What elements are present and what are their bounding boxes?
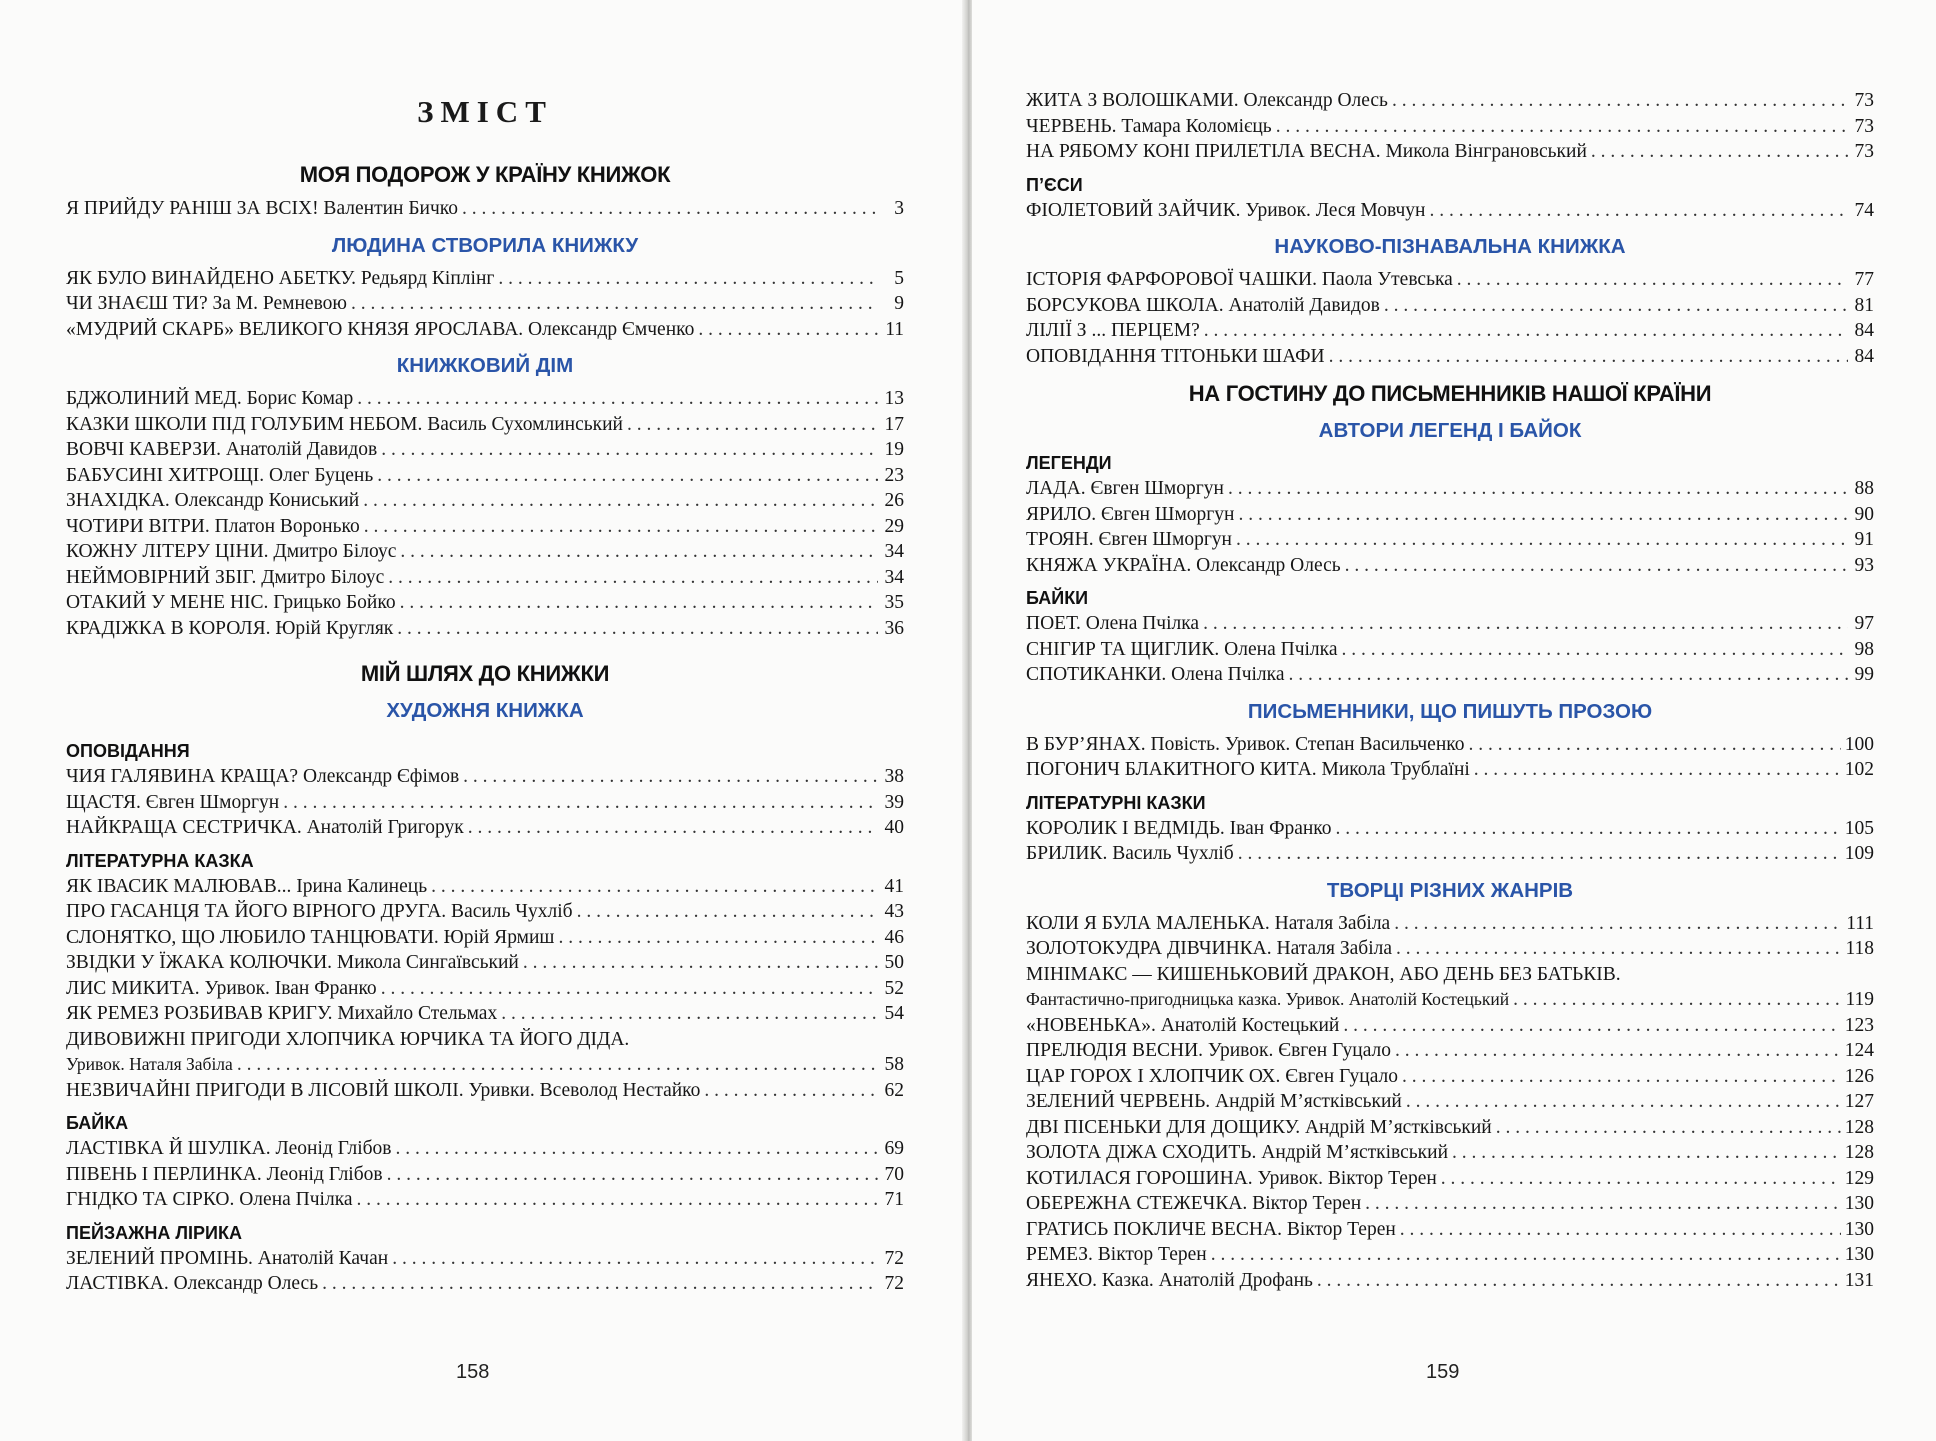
subsection-heading: НАУКОВО-ПІЗНАВАЛЬНА КНИЖКА — [1274, 235, 1626, 258]
dot-leader — [704, 1078, 878, 1104]
toc-list — [66, 1136, 904, 1213]
dot-leader — [381, 437, 878, 463]
toc-entry-title: НЕЙМОВІРНИЙ ЗБІГ. Дмитро Білоус — [66, 566, 385, 588]
dot-leader — [1329, 344, 1848, 370]
toc-entry-page: 5 — [894, 267, 904, 289]
toc-entry-page: 72 — [884, 1247, 904, 1269]
dot-leader — [1452, 1140, 1841, 1166]
toc-entry — [66, 514, 904, 540]
toc-entry-page: 71 — [884, 1189, 904, 1210]
toc-list — [1026, 732, 1874, 783]
toc-entry — [66, 437, 904, 463]
toc-entry-title: ЯНЕХО. Казка. Анатолій Дрофань — [1026, 1269, 1313, 1291]
toc-entry — [66, 874, 904, 900]
toc-entry-title: ЧОТИРИ ВІТРИ. Платон Воронько — [66, 515, 360, 537]
toc-entry-title: ОПОВІДАННЯ ТІТОНЬКИ ШАФИ — [1026, 345, 1325, 367]
dot-leader — [397, 616, 878, 642]
section-heading: НА ГОСТИНУ ДО ПИСЬМЕННИКІВ НАШОЇ КРАЇНИ — [1188, 381, 1712, 406]
toc-entry-page: 119 — [1845, 989, 1874, 1010]
toc-entry-title: Я ПРИЙДУ РАНІШ ЗА ВСІХ! Валентин Бичко — [66, 198, 459, 219]
toc-entry — [1026, 198, 1874, 224]
toc-entry — [66, 1001, 904, 1027]
dot-leader — [1396, 936, 1841, 962]
toc-entry — [1026, 1217, 1874, 1243]
toc-entry-title: ПОГОНИЧ БЛАКИТНОГО КИТА. Микола Трублаїні — [1026, 759, 1470, 780]
toc-entry — [66, 196, 904, 222]
toc-entry-title: ЗОЛОТА ДІЖА СХОДИТЬ. Андрій М’ястківський — [1026, 1142, 1449, 1163]
toc-list — [1026, 476, 1874, 578]
dot-leader — [468, 815, 878, 841]
dot-leader — [1402, 1064, 1841, 1090]
toc-entry — [1026, 611, 1874, 637]
dot-leader — [396, 1136, 879, 1162]
toc-entry-title: БДЖОЛИНИЙ МЕД. Борис Комар — [66, 388, 354, 409]
toc-entry-title: БРИЛИК. Василь Чухліб — [1026, 843, 1234, 864]
dot-leader — [392, 1246, 878, 1272]
toc-entry — [66, 539, 904, 565]
dot-leader — [1441, 1166, 1841, 1192]
toc-entry-title: ДВІ ПІСЕНЬКИ ДЛЯ ДОЩИКУ. Андрій М’ястківський — [1026, 1116, 1492, 1138]
toc-list — [66, 196, 904, 222]
right-page-content — [1026, 88, 1874, 1293]
toc-entry-page: 58 — [884, 1054, 904, 1075]
dot-leader — [363, 488, 878, 514]
toc-entry-page: 46 — [884, 926, 904, 948]
toc-entry-page: 84 — [1854, 345, 1874, 367]
toc-list — [66, 266, 904, 343]
dot-leader — [1203, 611, 1848, 637]
toc-entry — [66, 1078, 904, 1104]
dot-leader — [364, 514, 878, 540]
toc-entry-page: 11 — [885, 318, 904, 340]
genre-label: БАЙКИ — [1026, 588, 1089, 608]
subsection-heading: КНИЖКОВИЙ ДІМ — [396, 354, 574, 377]
toc-entry — [1026, 637, 1874, 663]
toc-entry — [66, 266, 904, 292]
toc-entry-title: ЗВІДКИ У ЇЖАКА КОЛЮЧКИ. Микола Сингаївський — [66, 952, 519, 973]
dot-leader — [1395, 1038, 1841, 1064]
dot-leader — [1238, 502, 1848, 528]
toc-entry — [66, 412, 904, 438]
genre-label: ЛІТЕРАТУРНІ КАЗКИ — [1026, 792, 1206, 813]
toc-entry — [1026, 1242, 1874, 1268]
toc-entry-title: КОЖНУ ЛІТЕРУ ЦІНИ. Дмитро Білоус — [66, 541, 397, 562]
toc-entry-title: КНЯЖА УКРАЇНА. Олександр Олесь — [1026, 554, 1341, 576]
genre-label: БАЙКА — [66, 1113, 129, 1133]
dot-leader — [1457, 267, 1848, 293]
toc-entry-title: ІСТОРІЯ ФАРФОРОВОЇ ЧАШКИ. Паола Утевська — [1026, 269, 1453, 290]
toc-entry-title: ВОВЧІ КАВЕРЗИ. Анатолій Давидов — [66, 439, 378, 460]
toc-entry-page: 88 — [1854, 478, 1874, 499]
toc-entry-page: 38 — [884, 766, 904, 787]
toc-entry-page: 43 — [884, 901, 904, 922]
toc-entry-title: Уривок. Наталя Забіла — [66, 1054, 233, 1074]
toc-entry-page: 130 — [1844, 1218, 1874, 1240]
dot-leader — [400, 590, 878, 616]
toc-entry-page: 36 — [884, 617, 904, 639]
dot-leader — [388, 565, 878, 591]
toc-entry-page: 128 — [1844, 1142, 1874, 1163]
toc-entry — [66, 386, 904, 412]
dot-leader — [377, 463, 878, 489]
toc-entry-title: ЧИ ЗНАЄШ ТИ? За М. Ремневою — [66, 293, 347, 314]
toc-entry — [66, 1246, 904, 1272]
toc-entry-title: ПРО ГАСАНЦЯ ТА ЙОГО ВІРНОГО ДРУГА. Василь Чухліб — [66, 901, 573, 922]
dot-leader — [462, 196, 878, 222]
toc-entry — [66, 815, 904, 841]
toc-entry — [1026, 1140, 1874, 1166]
toc-entry-page: 3 — [894, 198, 904, 219]
toc-entry-title: ЯК РЕМЕЗ РОЗБИВАВ КРИГУ. Михайло Стельмах — [66, 1003, 498, 1024]
subsection-heading: ПИСЬМЕННИКИ, ЩО ПИШУТЬ ПРОЗОЮ — [1247, 699, 1653, 723]
dot-leader — [1345, 553, 1848, 579]
toc-entry-page: 62 — [884, 1079, 904, 1101]
toc-entry — [1026, 476, 1874, 502]
toc-entry-page: 98 — [1854, 638, 1874, 660]
dot-leader — [387, 1162, 878, 1188]
toc-entry-title: ОБЕРЕЖНА СТЕЖЕЧКА. Віктор Терен — [1026, 1193, 1362, 1214]
toc-entry-page: 19 — [884, 439, 904, 460]
toc-entry — [1026, 293, 1874, 319]
toc-entry — [1026, 936, 1874, 962]
toc-entry-page: 97 — [1854, 613, 1874, 634]
toc-entry — [1026, 1038, 1874, 1064]
toc-entry — [1026, 114, 1874, 140]
toc-entry — [1026, 816, 1874, 842]
toc-entry-title: ГРАТИСЬ ПОКЛИЧЕ ВЕСНА. Віктор Терен — [1026, 1218, 1396, 1240]
toc-list — [66, 1246, 904, 1297]
dot-leader — [1513, 987, 1841, 1013]
dot-leader — [1228, 476, 1848, 502]
toc-entry — [66, 1136, 904, 1162]
toc-entry-page: 129 — [1844, 1167, 1874, 1189]
dot-leader — [1343, 1013, 1840, 1039]
right-page — [972, 0, 1936, 1441]
toc-entry-page: 73 — [1854, 90, 1874, 111]
toc-entry — [66, 950, 904, 976]
toc-entry-title: СНІГИР ТА ЩИГЛИК. Олена Пчілка — [1026, 638, 1338, 660]
dot-leader — [1394, 911, 1842, 937]
toc-entry-page: 102 — [1844, 759, 1874, 780]
toc-entry — [1026, 139, 1874, 165]
toc-entry-title: КОЛИ Я БУЛА МАЛЕНЬКА. Наталя Забіла — [1026, 912, 1391, 934]
toc-entry — [66, 925, 904, 951]
dot-leader — [1591, 139, 1848, 165]
toc-entry — [1026, 662, 1874, 688]
toc-entry-title: КРАДІЖКА В КОРОЛЯ. Юрій Кругляк — [66, 617, 394, 639]
toc-entry-page: 91 — [1854, 529, 1874, 550]
toc-entry-page: 131 — [1844, 1269, 1874, 1291]
dot-leader — [1496, 1115, 1841, 1141]
toc-entry — [1026, 1191, 1874, 1217]
toc-entry-page: 126 — [1844, 1065, 1874, 1087]
dot-leader — [1392, 88, 1848, 114]
toc-entry-page: 34 — [884, 566, 904, 588]
toc-entry-page: 54 — [884, 1003, 904, 1024]
page-number: 159 — [1426, 1361, 1460, 1383]
toc-entry-title: ЯК БУЛО ВИНАЙДЕНО АБЕТКУ. Редьярд Кіплінг — [66, 267, 495, 289]
toc-entry-title: «МУДРИЙ СКАРБ» ВЕЛИКОГО КНЯЗЯ ЯРОСЛАВА. Олександр Ємченко — [66, 318, 695, 340]
toc-entry — [66, 317, 904, 343]
toc-entry-page: 73 — [1854, 141, 1874, 162]
toc-entry-page: 90 — [1854, 503, 1874, 525]
toc-entry-title: ЛАДА. Євген Шморгун — [1026, 478, 1224, 499]
toc-entry-title: ПІВЕНЬ І ПЕРЛИНКА. Леонід Глібов — [66, 1163, 383, 1185]
toc-list — [1026, 88, 1874, 165]
dot-leader — [322, 1271, 878, 1297]
toc-entry-page: 130 — [1844, 1244, 1874, 1265]
toc-entry-title: ЗЕЛЕНИЙ ЧЕРВЕНЬ. Андрій М’ястківський — [1026, 1091, 1402, 1112]
toc-entry-title: СЛОНЯТКО, ЩО ЛЮБИЛО ТАНЦЮВАТИ. Юрій Ярмиш — [66, 926, 555, 948]
toc-entry-title: ЛІЛІЇ З ... ПЕРЦЕМ? — [1026, 320, 1200, 341]
toc-entry-page: 17 — [884, 413, 904, 435]
toc-entry — [1026, 344, 1874, 370]
toc-entry — [1026, 1166, 1874, 1192]
toc-entry-title: ПОЕТ. Олена Пчілка — [1026, 613, 1200, 634]
toc-entry-title: БОРСУКОВА ШКОЛА. Анатолій Давидов — [1026, 294, 1380, 316]
toc-entry — [1026, 1268, 1874, 1294]
toc-entry-title: ЛИС МИКИТА. Уривок. Іван Франко — [66, 977, 377, 999]
toc-entry — [66, 1187, 904, 1213]
toc-entry-page: 23 — [884, 464, 904, 486]
toc-entry-title: ЗНАХІДКА. Олександр Кониський — [66, 490, 360, 511]
toc-entry — [66, 616, 904, 642]
dot-leader — [627, 412, 878, 438]
toc-entry — [1026, 527, 1874, 553]
left-page — [0, 0, 964, 1441]
toc-entry — [1026, 732, 1874, 758]
subsection-heading: АВТОРИ ЛЕГЕНД І БАЙОК — [1318, 419, 1582, 442]
toc-entry — [1026, 841, 1874, 867]
toc-entry-page: 35 — [884, 592, 904, 613]
toc-entry-title: ЖИТА З ВОЛОШКАМИ. Олександр Олесь — [1026, 90, 1388, 111]
dot-leader — [498, 266, 878, 292]
toc-entry-title: ТРОЯН. Євген Шморгун — [1026, 529, 1232, 550]
toc-list — [1026, 198, 1874, 224]
dot-leader — [1276, 114, 1848, 140]
toc-entry-page: 124 — [1844, 1040, 1874, 1061]
toc-entry-page: 73 — [1854, 115, 1874, 137]
toc-list — [1026, 611, 1874, 688]
toc-entry-title: ЛАСТІВКА Й ШУЛІКА. Леонід Глібов — [66, 1138, 392, 1159]
toc-entry — [1026, 911, 1874, 937]
toc-entry-page: 77 — [1854, 269, 1874, 290]
dot-leader — [558, 925, 878, 951]
toc-entry-title-line: МІНІМАКС — КИШЕНЬКОВИЙ ДРАКОН, АБО ДЕНЬ БЕЗ БАТЬКІВ. — [1026, 963, 1621, 985]
toc-entry-page: 93 — [1854, 554, 1874, 576]
toc-entry — [1026, 267, 1874, 293]
dot-leader — [1469, 732, 1841, 758]
toc-list — [1026, 816, 1874, 867]
toc-entry — [1026, 1064, 1874, 1090]
toc-entry — [66, 565, 904, 591]
dot-leader — [351, 291, 878, 317]
dot-leader — [501, 1001, 878, 1027]
dot-leader — [357, 1187, 878, 1213]
toc-entry-title: ЧЕРВЕНЬ. Тамара Коломієць — [1026, 115, 1272, 137]
toc-entry-page: 9 — [894, 293, 904, 314]
dot-leader — [431, 874, 878, 900]
toc-entry-title: ГНІДКО ТА СІРКО. Олена Пчілка — [66, 1189, 353, 1210]
genre-label: ЛЕГЕНДИ — [1026, 453, 1112, 473]
section-heading: МОЯ ПОДОРОЖ У КРАЇНУ КНИЖОК — [299, 162, 671, 187]
toc-entry-page: 111 — [1846, 912, 1874, 934]
dot-leader — [1342, 637, 1849, 663]
toc-list — [1026, 1013, 1874, 1294]
toc-entry-page: 109 — [1844, 843, 1874, 864]
toc-entry-page: 34 — [884, 541, 904, 562]
toc-entry-page: 100 — [1844, 733, 1874, 755]
toc-entry-page: 52 — [884, 977, 904, 999]
dot-leader — [1317, 1268, 1841, 1294]
toc-entry-title: ЦАР ГОРОХ І ХЛОПЧИК ОХ. Євген Гуцало — [1026, 1065, 1399, 1087]
dot-leader — [1474, 757, 1841, 783]
toc-entry-page: 50 — [884, 952, 904, 973]
toc-entry — [66, 899, 904, 925]
toc-entry-title: НЕЗВИЧАЙНІ ПРИГОДИ В ЛІСОВІЙ ШКОЛІ. Уривки. Всеволод Нестайко — [66, 1079, 701, 1101]
toc-entry — [1026, 553, 1874, 579]
toc-entry-page: 128 — [1844, 1116, 1874, 1138]
toc-entry-title: ФІОЛЕТОВИЙ ЗАЙЧИК. Уривок. Леся Мовчун — [1026, 199, 1426, 221]
toc-entry-page: 99 — [1854, 664, 1874, 685]
dot-leader — [1406, 1089, 1841, 1115]
toc-entry-page: 105 — [1844, 817, 1874, 839]
toc-entry-page: 26 — [884, 490, 904, 511]
genre-label: ПЕЙЗАЖНА ЛІРИКА — [66, 1222, 242, 1243]
subsection-heading: ЛЮДИНА СТВОРИЛА КНИЖКУ — [331, 233, 639, 257]
toc-list — [66, 386, 904, 641]
toc-entry-page: 84 — [1854, 320, 1874, 341]
toc-entry-title: ЗОЛОТОКУДРА ДІВЧИНКА. Наталя Забіла — [1026, 938, 1393, 959]
toc-entry-page: 13 — [884, 388, 904, 409]
toc-title: ЗМІСТ — [417, 94, 553, 129]
dot-leader — [1288, 662, 1848, 688]
dot-leader — [1384, 293, 1848, 319]
toc-entry-title: КАЗКИ ШКОЛИ ПІД ГОЛУБИМ НЕБОМ. Василь Сухомлинський — [66, 413, 623, 435]
toc-entry-title: НА РЯБОМУ КОНІ ПРИЛЕТІЛА ВЕСНА. Микола Вінграновський — [1026, 141, 1587, 162]
genre-label: П’ЄСИ — [1026, 174, 1083, 195]
toc-entry — [66, 463, 904, 489]
toc-entry-title: ЩАСТЯ. Євген Шморгун — [66, 791, 280, 813]
toc-entry-title: НАЙКРАЩА СЕСТРИЧКА. Анатолій Григорук — [66, 817, 464, 838]
dot-leader — [1211, 1242, 1841, 1268]
toc-entry — [1026, 1115, 1874, 1141]
dot-leader — [381, 976, 878, 1002]
dot-leader — [237, 1052, 878, 1078]
dot-leader — [577, 899, 878, 925]
dot-leader — [463, 764, 878, 790]
toc-entry-page: 29 — [884, 515, 904, 537]
toc-entry — [66, 1271, 904, 1297]
toc-entry-page: 127 — [1844, 1091, 1874, 1112]
toc-entry-page: 41 — [884, 875, 904, 897]
toc-entry-page: 69 — [884, 1138, 904, 1159]
toc-entry — [66, 1052, 904, 1078]
dot-leader — [1365, 1191, 1841, 1217]
dot-leader — [1204, 318, 1848, 344]
toc-entry-page: 70 — [884, 1163, 904, 1185]
toc-entry — [1026, 1089, 1874, 1115]
toc-entry-title: БАБУСИНІ ХИТРОЩІ. Олег Буцень — [66, 464, 374, 486]
toc-entry-title: ОТАКИЙ У МЕНЕ НІС. Грицько Бойко — [66, 592, 396, 613]
toc-entry — [1026, 88, 1874, 114]
dot-leader — [1236, 527, 1848, 553]
toc-entry-title: КОТИЛАСЯ ГОРОШИНА. Уривок. Віктор Терен — [1026, 1167, 1437, 1189]
subsection-heading: ТВОРЦІ РІЗНИХ ЖАНРІВ — [1326, 878, 1574, 902]
toc-entry — [1026, 502, 1874, 528]
toc-entry-title: В БУР’ЯНАХ. Повість. Уривок. Степан Васильченко — [1026, 733, 1465, 755]
toc-entry-title: СПОТИКАНКИ. Олена Пчілка — [1026, 664, 1285, 685]
toc-entry-page: 123 — [1844, 1014, 1874, 1036]
dot-leader — [1336, 816, 1841, 842]
toc-entry-title-line: ДИВОВИЖНІ ПРИГОДИ ХЛОПЧИКА ЮРЧИКА ТА ЙОГО ДІДА. — [66, 1028, 630, 1050]
toc-entry-title: ЗЕЛЕНИЙ ПРОМІНЬ. Анатолій Качан — [66, 1247, 389, 1269]
dot-leader — [1238, 841, 1841, 867]
toc-entry-page: 81 — [1854, 294, 1874, 316]
toc-entry — [1026, 757, 1874, 783]
toc-list — [1026, 267, 1874, 369]
toc-entry — [66, 590, 904, 616]
subsection-heading: ХУДОЖНЯ КНИЖКА — [386, 699, 584, 722]
toc-entry-title: «НОВЕНЬКА». Анатолій Костецький — [1026, 1014, 1340, 1036]
toc-list — [66, 874, 904, 1027]
toc-entry-title: ЧИЯ ГАЛЯВИНА КРАЩА? Олександр Єфімов — [66, 766, 460, 787]
toc-list — [1026, 911, 1874, 962]
toc-entry-title: РЕМЕЗ. Віктор Терен — [1026, 1244, 1207, 1265]
toc-list — [66, 764, 904, 841]
toc-entry-page: 74 — [1854, 199, 1874, 221]
toc-entry-page: 39 — [884, 791, 904, 813]
toc-entry-title: ЯРИЛО. Євген Шморгун — [1026, 503, 1235, 525]
toc-entry-title: Фантастично-пригодницька казка. Уривок. Анатолій Костецький — [1026, 989, 1510, 1009]
toc-entry-title: ЛАСТІВКА. Олександр Олесь — [66, 1273, 319, 1294]
toc-entry — [1026, 987, 1874, 1013]
toc-entry — [1026, 1013, 1874, 1039]
toc-entry-title: ПРЕЛЮДІЯ ВЕСНИ. Уривок. Євген Гуцало — [1026, 1040, 1392, 1061]
dot-leader — [698, 317, 878, 343]
toc-entry — [66, 488, 904, 514]
toc-entry — [1026, 318, 1874, 344]
toc-entry-title: КОРОЛИК І ВЕДМІДЬ. Іван Франко — [1026, 817, 1332, 839]
toc-entry-title: ЯК ІВАСИК МАЛЮВАВ... Ірина Калинець — [66, 875, 428, 897]
toc-entry-page: 72 — [884, 1273, 904, 1294]
toc-entry — [66, 976, 904, 1002]
dot-leader — [1430, 198, 1849, 224]
section-heading: МІЙ ШЛЯХ ДО КНИЖКИ — [360, 661, 610, 686]
dot-leader — [523, 950, 878, 976]
dot-leader — [400, 539, 878, 565]
toc-entry — [66, 790, 904, 816]
dot-leader — [357, 386, 878, 412]
toc-entry — [66, 1162, 904, 1188]
toc-entry-page: 40 — [884, 817, 904, 838]
toc-entry-page: 118 — [1845, 938, 1874, 959]
left-page-content — [66, 88, 904, 1297]
toc-entry-page: 130 — [1844, 1193, 1874, 1214]
page-number: 158 — [456, 1361, 490, 1383]
dot-leader — [1400, 1217, 1841, 1243]
toc-entry — [66, 764, 904, 790]
dot-leader — [283, 790, 878, 816]
genre-label: ОПОВІДАННЯ — [66, 741, 190, 761]
toc-entry — [66, 291, 904, 317]
genre-label: ЛІТЕРАТУРНА КАЗКА — [66, 850, 254, 871]
